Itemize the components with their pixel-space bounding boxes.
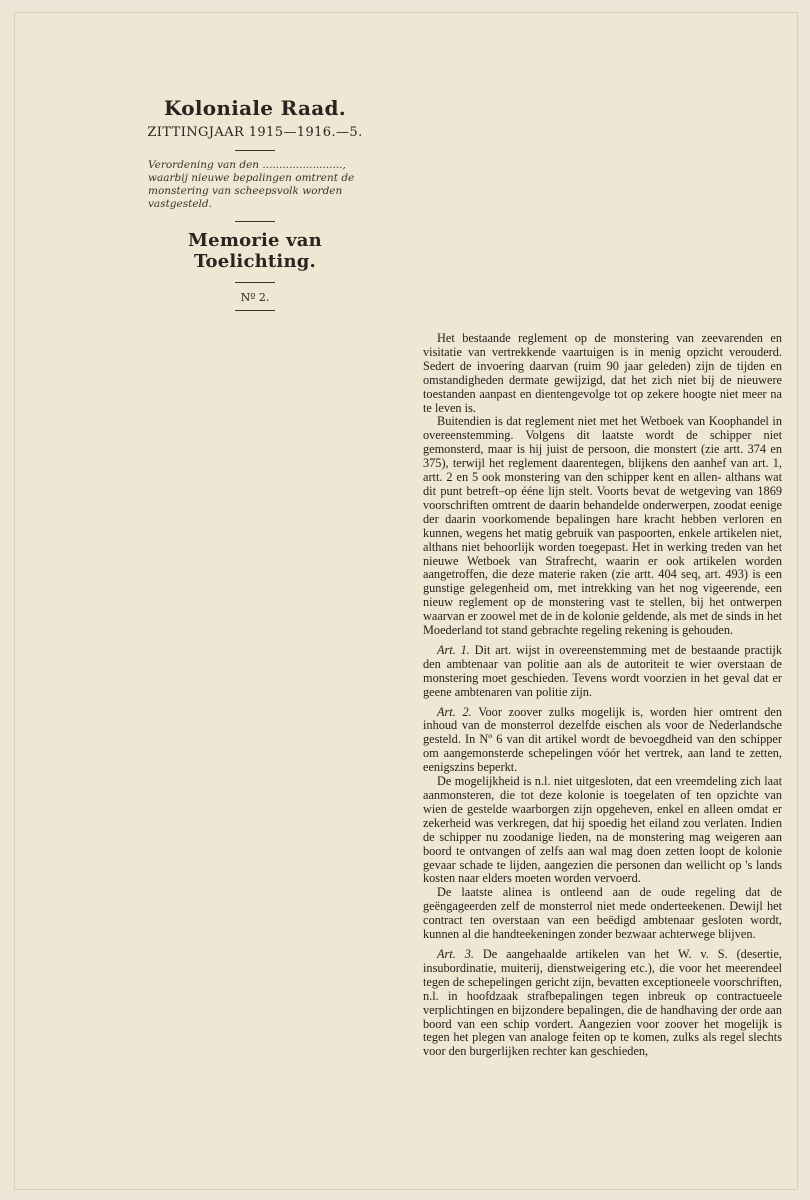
paragraph-text: Voor zoover zulks mogelijk is, worden hier omtrent den inhoud van de monsterrol dezelfde eischen als voor de Nederlandsche gesteld. In Nº 6 van dit artikel wordt de bevoegdheid van den schipper om aangemonsterde schepelingen vóór het vertrek, aan land te zetten, eenigszins beperkt. <box>423 704 783 775</box>
paragraph-text: De laatste alinea is ontleend aan de oude regeling dat de geëngageerden zelf de monsterrol niet mede onderteekenen. Dewijl het contract ten overstaan van een beëdigd ambtenaar gesloten wordt, kunnen al die handteekeningen zonder bezwaar achterwege blijven. <box>423 885 782 942</box>
divider <box>235 282 275 283</box>
document-page <box>14 12 798 1190</box>
paragraph-text: Buitendien is dat reglement niet met het Wetboek van Koophandel in overeenstemming. Volgens dit laatste wordt de schipper niet gemonsterd, maar is hij juist de persoon, die monstert (zie artt. 374 en 375), terwijl het reglement daarentegen, blijkens den aanhef van art. 1, artt. 2 en 5 ook monstering van den schipper kent en allen- althans wat dit punt betreft–op éénе lijn stelt. Voorts bevat de wetgeving van 1869 voorschriften omtrent de daarin behandelde onderwerpen, zoodat eenige der daarin voorkomende bepalingen hare kracht hebben verloren en kunnen, wegens het matig gebruik van paspoorten, enkele artikelen niet, althans niet behoorlijk worden toegepast. Het in werking treden van het nieuwe Wetboek van Strafrecht, waarin er ook artikelen worden aangetroffen, die deze materie raken (zie artt. 404 seq, art. 493) is een gunstige gelegenheid om, met intrekking van het nog vigeerende, een nieuw reglement op de monstering vast te stellen, bij het ontwerpen waarvan er zoowel met de in de kolonie geldende, als met de sinds in het Moederland tot stand gebrachte regeling rekening is gehouden. <box>423 414 782 638</box>
paragraph <box>423 706 782 776</box>
paragraph <box>423 644 782 700</box>
memo-title: Memorie van Toelichting. <box>188 230 322 272</box>
paragraph-text: De aangehaalde artikelen van het W. v. S. (desertie, insubordinatie, muiterij, dienstweigering etc.), die voor het meerendeel tegen de schepelingen gericht zijn, bevatten exceptioneele voorschriften, n.l. in hoofdzaak strafbepalingen tegen inbreuk op contractueele verplichtingen en bijzondere bepalingen, die de handhaving der orde aan boord van een schip vordert. Aangezien voor zoover het mogelijk is tegen het plegen van analoge feiten op te komen, zulks als regel slechts voor den burgerlijken rechter kan geschieden, <box>423 946 782 1059</box>
article-label: Art. 3. <box>437 946 474 961</box>
document-number: Nº 2. <box>240 291 270 304</box>
document-header <box>124 96 386 319</box>
paragraph <box>423 886 782 942</box>
article-label: Art. 1. <box>437 642 470 657</box>
explanatory-text <box>423 332 782 1059</box>
article-label: Art. 2. <box>437 704 472 719</box>
paragraph-text: Het bestaande reglement op de monstering van zeevarenden en visitatie van vertrekkende vaartuigen is in menig opzicht verouderd. Sedert de invoering daarvan (ruim 90 jaar geleden) zijn de tijden en omstandigheden dermate gewijzigd, dat het zich niet bij de nieuwere toestanden aanpast en dientengevolge tot op zekere hoogte niet meer na te leven is. <box>423 331 782 415</box>
divider <box>235 310 275 311</box>
session-year: ZITTINGJAAR 1915—1916.—5. <box>147 125 363 140</box>
ordinance-description: Verordening van den ........................, waarbij nieuwe bepalingen omtrent de monstering van scheepsvolk worden vastgesteld. <box>148 159 355 210</box>
paragraph-text: Dit art. wijst in overeenstemming met de bestaande practijk den ambtenaar van politie aan als de autoriteit te wier overstaan de monstering moet geschieden. Tevens wordt voorzien in het geval dat er geene ambtenaren van politie zijn. <box>423 642 782 699</box>
paragraph <box>423 775 782 886</box>
divider <box>235 150 275 151</box>
paragraph <box>423 332 782 415</box>
paragraph-text: De mogelijkheid is n.l. niet uitgesloten, dat een vreemdeling zich laat aanmonsteren, die tot deze kolonie is toegelaten of ten opzichte van wien de gestelde waarborgen zijn opgeheven, enkel en alleen omdat er zekerheid was verkregen, dat hij spoedig het eiland zou verlaten. Indien de schipper nu zoodanige lieden, na de monstering mag weigeren aan boord te ontvangen of zelfs aan wal mag doen zetten loopt de kolonie gevaar schade te lijden, aangezien die personen dan wellicht op 's lands kosten naar elders moeten worden vervoerd. <box>423 774 782 886</box>
paragraph <box>423 948 782 1059</box>
paragraph <box>423 415 782 638</box>
council-title: Koloniale Raad. <box>163 96 347 120</box>
divider <box>235 221 275 222</box>
